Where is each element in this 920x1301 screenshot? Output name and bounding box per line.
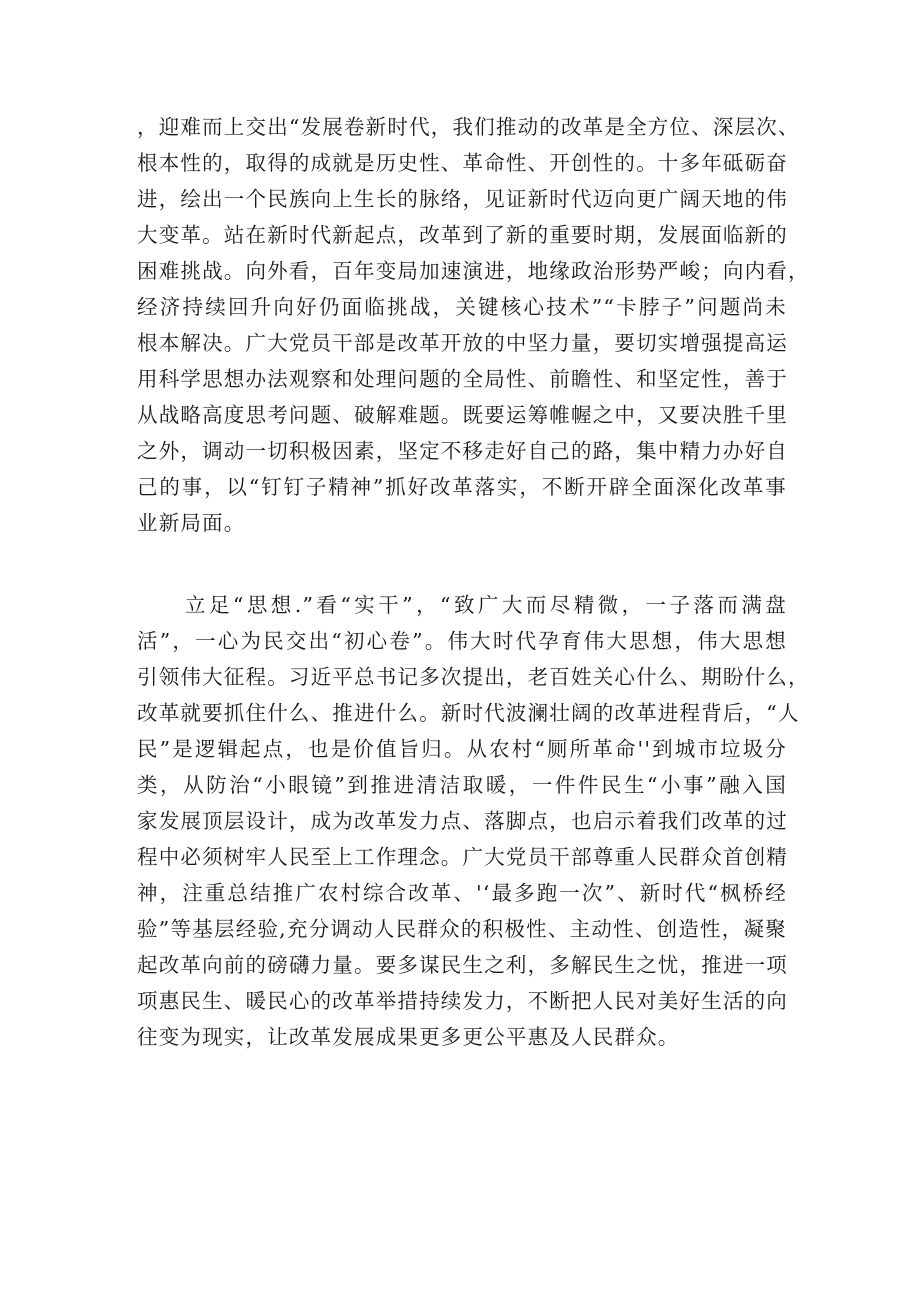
text-line: 改革就要抓住什么、推进什么。新时代波澜壮阔的改革进程背后，“人 (137, 701, 800, 725)
text-line: 己的事，以“钉钉子精神”抓好改革落实，不断开辟全面深化改革事 (137, 475, 787, 499)
text-line: 根本性的，取得的成就是历史性、革命性、开创性的。十多年砥砺奋 (137, 151, 788, 175)
text-line: 大变革。站在新时代新起点，改革到了新的重要时期，发展面临新的 (137, 223, 788, 247)
text-line: 之外，调动一切积极因素，坚定不移走好自己的路，集中精力办好自 (137, 439, 788, 463)
text-line: 类，从防治“小眼镜”到推进清洁取暖，一件件民生“小事”融入国 (137, 773, 787, 797)
text-line: 进，绘出一个民族向上生长的脉络，见证新时代迈向更广阔天地的伟 (137, 187, 788, 211)
text-line: 困难挑战。向外看，百年变局加速演进，地缘政治形势严峻；向内看， (137, 259, 810, 283)
text-line: 用科学思想办法观察和处理问题的全局性、前瞻性、和坚定性，善于 (137, 367, 788, 391)
text-line: 业新局面。 (137, 511, 246, 535)
text-line: 引领伟大征程。习近平总书记多次提出，老百姓关心什么、期盼什么， (137, 665, 810, 689)
text-line: 民”是逻辑起点，也是价值旨归。从农村“厕所革命''到城市垃圾分 (137, 737, 787, 761)
text-line: 验”等基层经验,充分调动人民群众的积极性、主动性、创造性，凝聚 (137, 917, 787, 941)
text-line: 往变为现实，让改革发展成果更多更公平惠及人民群众。 (137, 1025, 680, 1049)
text-line: 家发展顶层设计，成为改革发力点、落脚点，也启示着我们改革的过 (137, 809, 788, 833)
text-line: 项惠民生、暖民心的改革举措持续发力，不断把人民对美好生活的向 (137, 989, 788, 1013)
text-line: 立足“思想.”看“实干”，“致广大而尽精微，一子落而满盘 (185, 593, 787, 617)
text-line: 从战略高度思考问题、破解难题。既要运筹帷幄之中，又要决胜千里 (137, 403, 788, 427)
text-line: 程中必须树牢人民至上工作理念。广大党员干部尊重人民群众首创精 (137, 845, 788, 869)
text-line: 经济持续回升向好仍面临挑战，关键核心技术”“卡脖子”问题尚未 (137, 295, 787, 319)
text-line: 神，注重总结推广农村综合改革、'‘最多跑一次”、新时代“枫桥经 (137, 881, 787, 905)
text-line: 起改革向前的磅礴力量。要多谋民生之利，多解民生之忧，推进一项 (137, 953, 788, 977)
text-line: ，迎难而上交出“发展卷新时代，我们推动的改革是全方位、深层次、 (137, 115, 800, 139)
text-line: 活”，一心为民交出“初心卷”。伟大时代孕育伟大思想，伟大思想 (137, 629, 787, 653)
text-line: 根本解决。广大党员干部是改革开放的中坚力量，要切实增强提高运 (137, 331, 788, 355)
